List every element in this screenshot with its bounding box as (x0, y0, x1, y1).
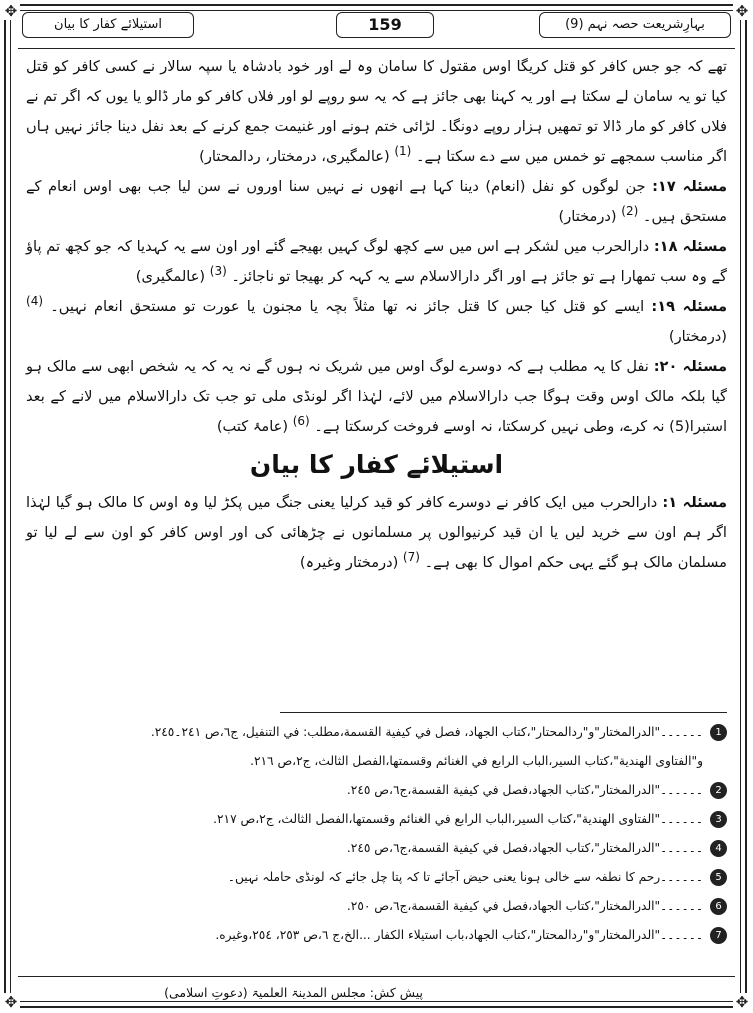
footer-divider (18, 976, 735, 977)
section-title: استیلائے کفار کا بیان (22, 12, 194, 38)
source-citation: (درمختار) (668, 328, 727, 345)
footnote-ref: (6) (292, 414, 310, 429)
masala-paragraph: مسئلہ ۱۸: دارالحرب میں لشکر ہے اس میں سے کچھ لوگ کہیں بھیجے گئے اور اون سے یہ کہدیا کہ جو کچھ تم پاؤ گے وہ سب تمھارا ہے تو جائز ہے اور اگر دارالاسلام سے یہ کہہ کر بھیجا تو ناجائز۔ $^{(3)}$ (عالمگیری) (26, 238, 727, 285)
footnote: 2 ۔۔۔۔۔۔"الدرالمختار"،كتاب الجهاد،فصل في كيفية القسمة،ج٦،ص ٢٤٥. (26, 776, 727, 805)
footnote-continuation: و"الفتاوى الهندية"،كتاب السير،الباب الرابع في الغنائم وقسمتها،الفصل الثالث، ج٢،ص ٢١٦. (250, 754, 703, 768)
masala-label: مسئلہ ۱۷: (652, 178, 727, 195)
corner-ornament-icon: ✥ (2, 2, 20, 20)
footnote-number: 2 (710, 782, 727, 799)
source-citation: (عالمگیری) (135, 268, 206, 285)
masala-label: مسئلہ ۱: (662, 494, 728, 511)
masala-label: مسئلہ ۱۹: (651, 298, 728, 315)
footnote: 4 ۔۔۔۔۔۔"الدرالمختار"،كتاب الجهاد،فصل في كيفية القسمة،ج٦،ص ٢٤٥. (26, 834, 727, 863)
footnote-ref: (7) (402, 550, 420, 565)
main-text (26, 52, 727, 578)
footnote-separator (280, 712, 727, 713)
header-divider (18, 48, 735, 49)
footnote: 6 ۔۔۔۔۔۔"الدرالمختار"،كتاب الجهاد،فصل في كيفية القسمة،ج٦،ص ٢٥٠. (26, 892, 727, 921)
masala-paragraph: مسئلہ ۱۷: جن لوگوں کو نفل (انعام) دینا کہا ہے انھوں نے نہیں سنا اوروں نے سن لیا جب بھی اوس انعام کے مستحق ہیں۔ $^{(2)}$ (درمختار) (26, 178, 727, 225)
masala-paragraph: مسئلہ ۲۰: نفل کا یہ مطلب ہے کہ دوسرے لوگ اوس میں شریک نہ ہوں گے نہ یہ کہ یہ شخص ابھی سے مالک ہو گیا بلکہ مالک اوس وقت ہوگا جب دارالاسلام میں لائے، لہٰذا اگر لونڈی ملی تو جب تک دارالاسلام میں لانے کے بعد استبرا(5) نہ کرے، وطی نہیں کرسکتا، نہ اوسے فروخت کرسکتا ہے۔ $^{(6)}$ (عامۂ کتب) (26, 358, 727, 435)
source-citation: (درمختار وغیرہ) (299, 554, 399, 571)
source-citation: (عامۂ کتب) (216, 418, 289, 435)
footnote: 1 ۔۔۔۔۔۔"الدرالمختار"و"ردالمحتار"،كتاب الجهاد، فصل في كيفية القسمة،مطلب: في التنفيل، ج٦،ص ٢٤١۔٢٤٥. (26, 718, 727, 747)
masala-paragraph: مسئلہ ۱۹: ایسے کو قتل کیا جس کا قتل جائز نہ تھا مثلاً بچہ یا مجنون یا عورت تو مستحق انعام نہیں۔ $^{(4)}$ (درمختار) (26, 294, 728, 345)
footnote-number: 4 (710, 840, 727, 857)
page-header (18, 10, 735, 44)
footnote-number: 7 (710, 927, 727, 944)
paragraph: تھے کہ جو جس کافر کو قتل کریگا اوس مقتول کا سامان وہ لے اور خود بادشاہ یا سپہ سالار نے کسی کافر کو قتل کیا تو یہ سامان لے سکتا ہے اور یہ کہنا بھی جائز ہے کہ یہ سو روپے لو اور فلاں کافر کو مار ڈالو یا یوں کہ اگر تم نے فلاں کافر کو مار ڈالا تو تمھیں ہزار روپے دونگا۔ لڑائی ختم ہونے اور غنیمت جمع کرنے کے بعد نفل دینا جائز نہیں ہاں اگر مناسب سمجھے تو خمس میں سے دے سکتا ہے۔ $^{(1)}$ (عالمگیری، درمختار، ردالمحتار) (26, 58, 727, 165)
corner-ornament-icon: ✥ (733, 2, 751, 20)
footnote-ref: (4) (26, 294, 44, 309)
corner-ornament-icon: ✥ (2, 993, 20, 1011)
masala-label: مسئلہ ۱۸: (653, 238, 727, 255)
footnotes (26, 718, 727, 950)
book-title: بہارِشریعت حصہ نہم (9) (539, 12, 731, 38)
footnote-number: 5 (710, 869, 727, 886)
source-citation: (عالمگیری، درمختار، ردالمحتار) (199, 148, 390, 165)
footnote: 5 ۔۔۔۔۔۔رحم کا نطفہ سے خالی ہونا یعنی حیض آجائے تا کہ پتا چل جائے کہ لونڈی حاملہ نہیں۔ (26, 863, 727, 892)
footnote-number: 3 (710, 811, 727, 828)
footnote-ref: (2) (621, 204, 639, 219)
chapter-title: استیلائے کفار کا بیان (249, 450, 504, 479)
footnote: 3 ۔۔۔۔۔۔"الفتاوى الهندية"،كتاب السير،الباب الرابع في الغنائم وقسمتها،الفصل الثالث، ج٢،ص ٢١٧. (26, 805, 727, 834)
footnote-number: 6 (710, 898, 727, 915)
footnote: 7 ۔۔۔۔۔۔"الدرالمختار"و"ردالمحتار"،كتاب الجهاد،باب استيلاء الكفار ...الخ،ج ٦،ص ٢٥٣، ٢٥٤،وغيره. (26, 921, 727, 950)
masala-label: مسئلہ ۲۰: (653, 358, 727, 375)
source-citation: (درمختار) (558, 208, 617, 225)
footnote-ref: (1) (394, 144, 412, 159)
page-number: 159 (336, 12, 434, 38)
publisher-footer: پیش کش: مجلس المدینۃ العلمیۃ (دعوتِ اسلامی) (164, 985, 423, 1000)
corner-ornament-icon: ✥ (733, 993, 751, 1011)
masala-paragraph: مسئلہ ۱: دارالحرب میں ایک کافر نے دوسرے کافر کو قید کرلیا یعنی جنگ میں پکڑ لیا وہ اوس کا مالک ہو گیا لہٰذا اگر ہم اون سے خرید لیں یا ان قید کرنیوالوں پر مسلمانوں نے چڑھائی کی اور اوس کافر کو اون سے لے لیا تو مسلمان مالک ہو گئے یہی حکم اموال کا بھی ہے۔ $^{(7)}$ (درمختار وغیرہ) (26, 494, 728, 571)
footnote-number: 1 (710, 724, 727, 741)
footnote-ref: (3) (209, 264, 227, 279)
